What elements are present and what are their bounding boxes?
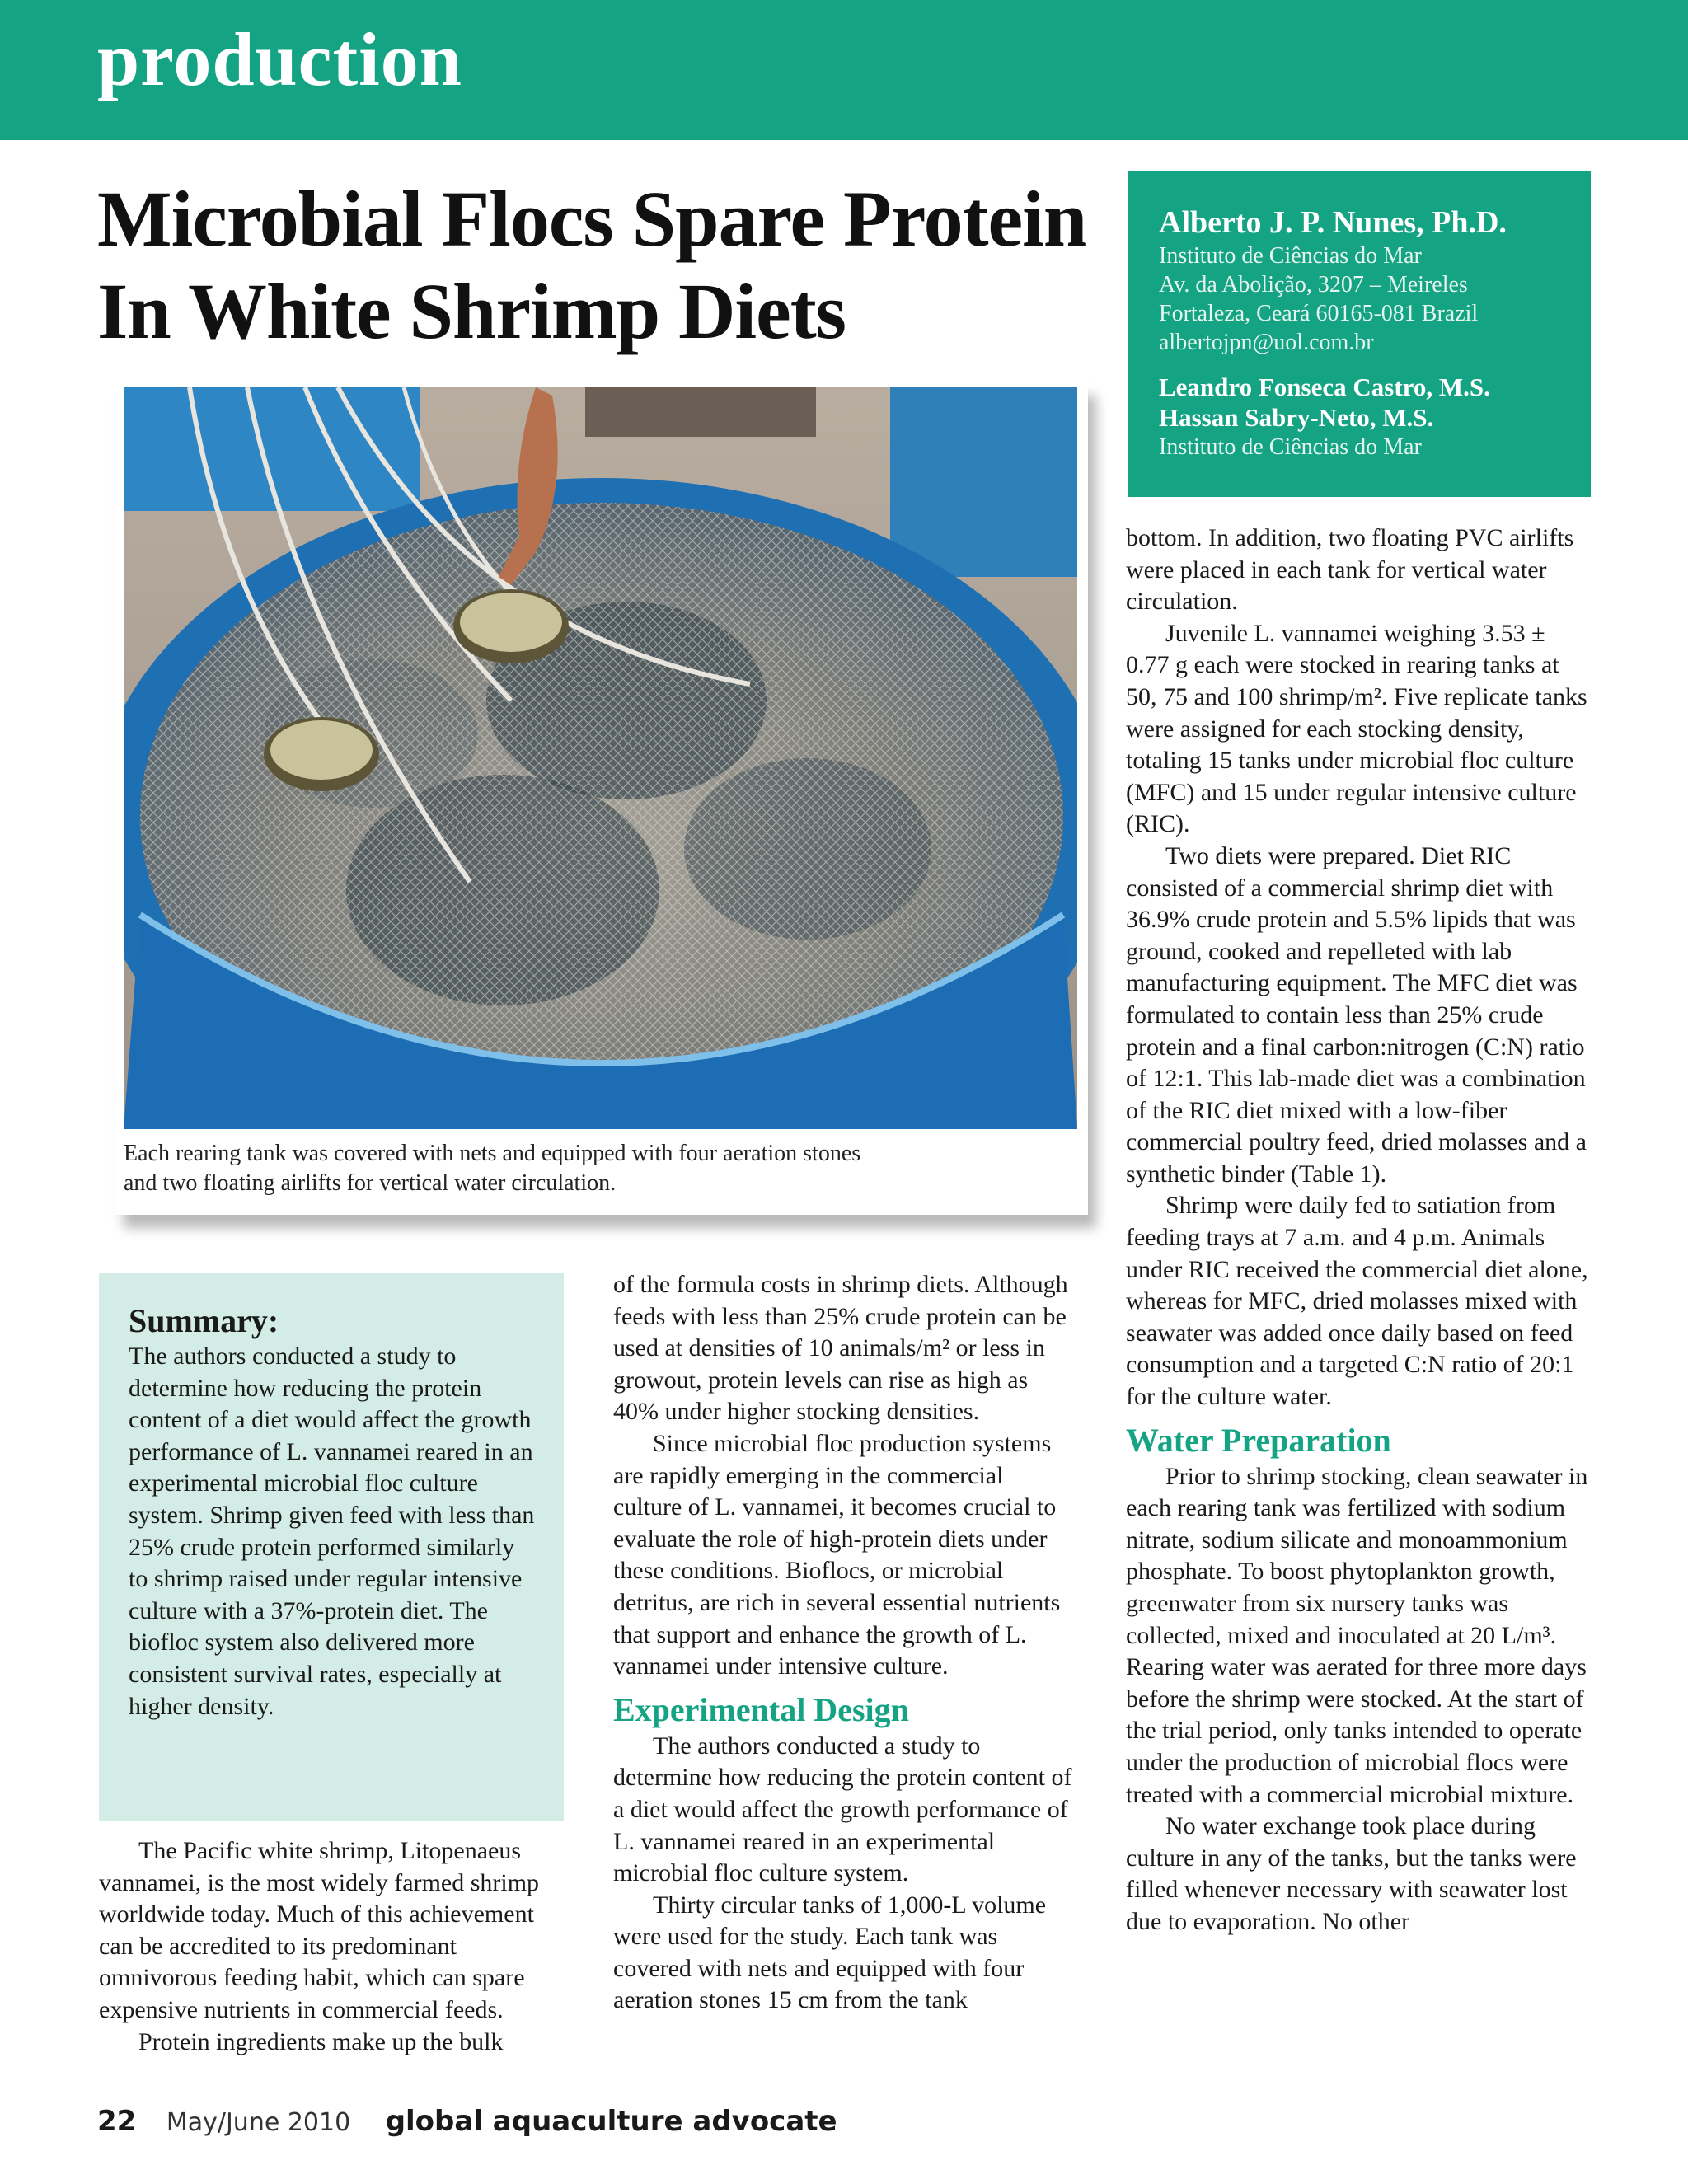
headline-line-1: Microbial Flocs Spare Protein [97, 175, 1087, 263]
section-title: production [97, 17, 462, 101]
page-footer [97, 2105, 837, 2139]
body-paragraph: Two diets were prepared. Diet RIC consisted of a commercial shrimp diet with 36.9% crude protein and 5.5% lipids that was ground, cooked and repelleted with lab manufacturing equipment. The MFC diet was formulated to contain less than 25% crude protein and a final carbon:nitrogen (C:N) ratio of 12:1. This lab-made diet was a combination of the RIC diet mixed with a low-fiber commercial poultry feed, dried molasses and a synthetic binder (Table 1). [1126, 841, 1587, 1188]
page-number: 22 [97, 2105, 137, 2138]
caption-line: Each rearing tank was covered with nets and equipped with four aeration stones [124, 1141, 861, 1166]
body-column-3 [1126, 523, 1594, 1938]
summary-box [99, 1273, 564, 1821]
author-box [1128, 171, 1591, 497]
body-paragraph: Prior to shrimp stocking, clean seawater in each rearing tank was fertilized with sodium nitrate, sodium silicate and monoammonium phosphate. To boost phytoplankton growth, greenwater from six nursery tanks was collected, mixed and inoculated at 20 L/m³. Rearing water was aerated for three more days before the shrimp were stocked. At the start of the trial period, only tanks intended to operate under the production of microbial flocs were treated with a commercial microbial mixture. [1126, 1462, 1588, 1808]
body-paragraph: of the formula costs in shrimp diets. Although feeds with less than 25% crude protein can be used at densities of 10 animals/m² or less in growout, protein levels can rise as high as 40% under higher stocking densities. [613, 1271, 1068, 1426]
body-paragraph: bottom. In addition, two floating PVC airlifts were placed in each tank for vertical water circulation. [1126, 524, 1574, 616]
magazine-name: global aquaculture advocate [385, 2105, 837, 2138]
body-column-2 [613, 1269, 1076, 2017]
summary-text: The authors conducted a study to determine how reducing the protein content of a diet would affect the growth performance of L. vannamei reared in an experimental microbial floc culture system. Shrimp given feed with less than 25% crude protein performed similarly to shrimp raised under regular intensive culture with a 37%-protein diet. The biofloc system also delivered more consistent survival rates, especially at higher density. [129, 1343, 535, 1720]
section-heading-water-preparation: Water Preparation [1126, 1421, 1391, 1459]
section-heading-experimental-design: Experimental Design [613, 1690, 909, 1728]
body-paragraph: The Pacific white shrimp, Litopenaeus vannamei, is the most widely farmed shrimp worldwide today. Much of this achievement can be accredited to its predominant omnivorous feeding habit, which can spare expensive nutrients in commercial feeds. [99, 1837, 540, 2023]
body-paragraph: Shrimp were daily fed to satiation from feeding trays at 7 a.m. and 4 p.m. Animals under RIC received the commercial diet alone, whereas for MFC, dried molasses mixed with seawater was added once daily based on feed consumption and a targeted C:N ratio of 20:1 for the culture water. [1126, 1192, 1588, 1411]
article-headline [97, 173, 1128, 358]
body-paragraph: Thirty circular tanks of 1,000-L volume were used for the study. Each tank was covered with nets and equipped with four aeration stones 15 cm from the tank [613, 1891, 1047, 2014]
body-paragraph: No water exchange took place during culture in any of the tanks, but the tanks were filled whenever necessary with seawater lost due to evaporation. No other [1126, 1812, 1577, 1935]
affiliation-line: Fortaleza, Ceará 60165-081 Brazil [1159, 301, 1479, 326]
lead-author-name: Alberto J. P. Nunes, Ph.D. [1159, 205, 1507, 240]
body-paragraph: Protein ingredients make up the bulk [138, 2027, 504, 2055]
author-email: albertojpn@uol.com.br [1159, 330, 1374, 355]
affiliation-line: Instituto de Ciências do Mar [1159, 243, 1422, 269]
photo-caption [124, 1139, 1071, 1198]
affiliation-line: Av. da Abolição, 3207 – Meireles [1159, 272, 1468, 298]
coauthor-affiliation: Instituto de Ciências do Mar [1159, 434, 1422, 460]
body-paragraph: The authors conducted a study to determine how reducing the protein content of a diet would affect the growth performance of L. vannamei reared in an experimental microbial floc culture system. [613, 1732, 1072, 1887]
coauthor-name: Hassan Sabry-Neto, M.S. [1159, 403, 1434, 432]
coauthor-name: Leandro Fonseca Castro, M.S. [1159, 373, 1490, 401]
body-column-1 [99, 1835, 560, 2058]
issue-date: May/June 2010 [166, 2108, 351, 2137]
body-paragraph: Since microbial floc production systems are rapidly emerging in the commercial culture of L. vannamei, it becomes crucial to evaluate the role of high-protein diets under these conditions. Bioflocs, or microbial detritus, are rich in several essential nutrients that support and enhance the growth of L. vannamei under intensive culture. [613, 1429, 1061, 1680]
summary-title: Summary: [129, 1302, 279, 1339]
body-paragraph: Juvenile L. vannamei weighing 3.53 ± 0.77 g each were stocked in rearing tanks at 50, 75 and 100 shrimp/m². Five replicate tanks were assigned for each stocking density, totaling 15 tanks under microbial floc culture (MFC) and 15 under regular intensive culture (RIC). [1126, 619, 1587, 838]
caption-line: and two floating airlifts for vertical water circulation. [124, 1170, 617, 1196]
headline-line-2: In White Shrimp Diets [97, 267, 846, 355]
shrimp-tank-photo [124, 387, 1077, 1129]
